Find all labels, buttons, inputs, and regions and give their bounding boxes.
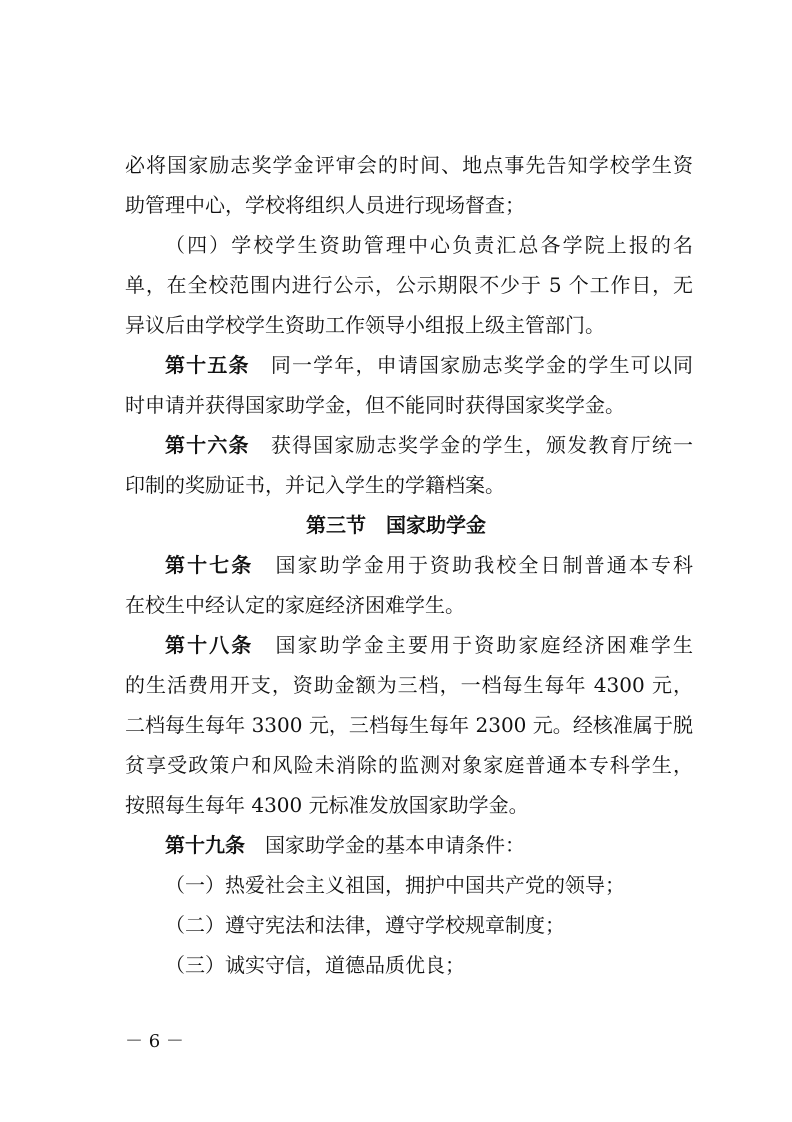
text-line: 按照每生每年 4300 元标准发放国家助学金。 [125,793,529,817]
article-text: 国家助学金主要用于资助家庭经济困难学生 [273,633,693,657]
article-19 [165,830,693,860]
article-title: 第十五条 [165,353,250,377]
article-18 [165,630,693,660]
condition-item: （一）热爱社会主义祖国，拥护中国共产党的领导； [165,873,625,897]
text-line: 在校生中经认定的家庭经济困难学生。 [125,593,465,617]
text-line: 助管理中心，学校将组织人员进行现场督查； [125,193,525,217]
condition-item: （三）诚实守信，道德品质优良； [165,953,465,977]
article-16 [165,430,693,460]
text-line: 时申请并获得国家助学金，但不能同时获得国家奖学金。 [125,393,625,417]
text-line: 必将国家励志奖学金评审会的时间、地点事先告知学校学生资 [125,153,693,177]
condition-item: （二）遵守宪法和法律，遵守学校规章制度； [165,913,565,937]
article-15 [165,350,693,380]
text-line: 贫享受政策户和风险未消除的监测对象家庭普通本专科学生， [125,753,693,777]
article-text: 国家助学金用于资助我校全日制普通本专科 [273,553,693,577]
article-title: 第十九条 [165,833,245,857]
text-line: 异议后由学校学生资助工作领导小组报上级主管部门。 [125,313,605,337]
article-title: 第十八条 [165,633,254,657]
article-text: 获得国家励志奖学金的学生，颁发教育厅统一 [269,433,693,457]
section-heading: 第三节 国家助学金 [306,513,486,537]
article-17 [165,550,693,580]
list-item-four: （四）学校学生资助管理中心负责汇总各学院上报的名 [165,233,693,257]
text-line: 印制的奖励证书，并记入学生的学籍档案。 [125,473,505,497]
article-text: 国家助学金的基本申请条件： [265,833,525,857]
text-line: 单，在全校范围内进行公示，公示期限不少于 5 个工作日，无 [125,273,693,297]
page-number: － 6 － [125,1031,184,1052]
article-title: 第十六条 [165,433,250,457]
text-line: 的生活费用开支，资助金额为三档，一档每生每年 4300 元， [125,673,693,697]
text-line: 二档每生每年 3300 元，三档每生每年 2300 元。经核准属于脱 [125,713,693,737]
article-title: 第十七条 [165,553,254,577]
article-text: 同一学年，申请国家励志奖学金的学生可以同 [269,353,693,377]
